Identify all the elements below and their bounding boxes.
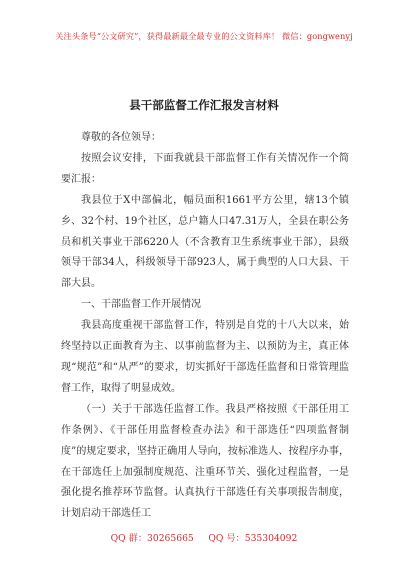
paragraph-supervision-overview: 我县高度重视干部监督工作，特别是自党的十八大以来，始终坚持以正面教育为主、以事前监督为主、以预防为主，真正体现“规范”和“从严”的要求，切实抓好干部选任监督和日常管理监督工作，取得了明显成效。: [61, 320, 349, 394]
paragraph-selection-supervision: （一）关于干部选任监督工作。我县严格按照《干部任用工作条例》、《干部任用监督检查办法》和干部选任“四项监督制度”的规定要求，坚持正确用人导向，按标准选人、按程序办事，在干部选任上加强制度规范、注重环节关、强化过程监督，一是强化提名推荐环节监督。认真执行干部选任有关事项报告制度，计划启动干部选任工: [61, 403, 349, 520]
footer-contacts: QQ 群：30265665 QQ 号：535304092: [110, 533, 298, 544]
document-body: [61, 128, 349, 525]
header-note: 关注头条号“公文研究”，获得最新最全最专业的公文资料库！ 微信：gongwenyj: [55, 31, 353, 41]
paragraph-intro: 按照会议安排，下面我就县干部监督工作有关情况作一个简要汇报：: [61, 152, 349, 185]
document-title: 县干部监督工作汇报发言材料: [129, 98, 279, 112]
section-heading-1: 一、干部监督工作开展情况: [81, 299, 201, 311]
salutation: 尊敬的各位领导：: [81, 132, 161, 143]
paragraph-county-overview: 我县位于X中部偏北，幅员面积1661平方公里，辖13个镇乡、32个村、19个社区，总户籍人口47.31万人，全县在职公务员和机关事业干部6220人（不含教育卫生系统事业干部），县级领导干部34人，科级领导干部923人，属于典型的人口大县、干部大县。: [61, 194, 349, 290]
